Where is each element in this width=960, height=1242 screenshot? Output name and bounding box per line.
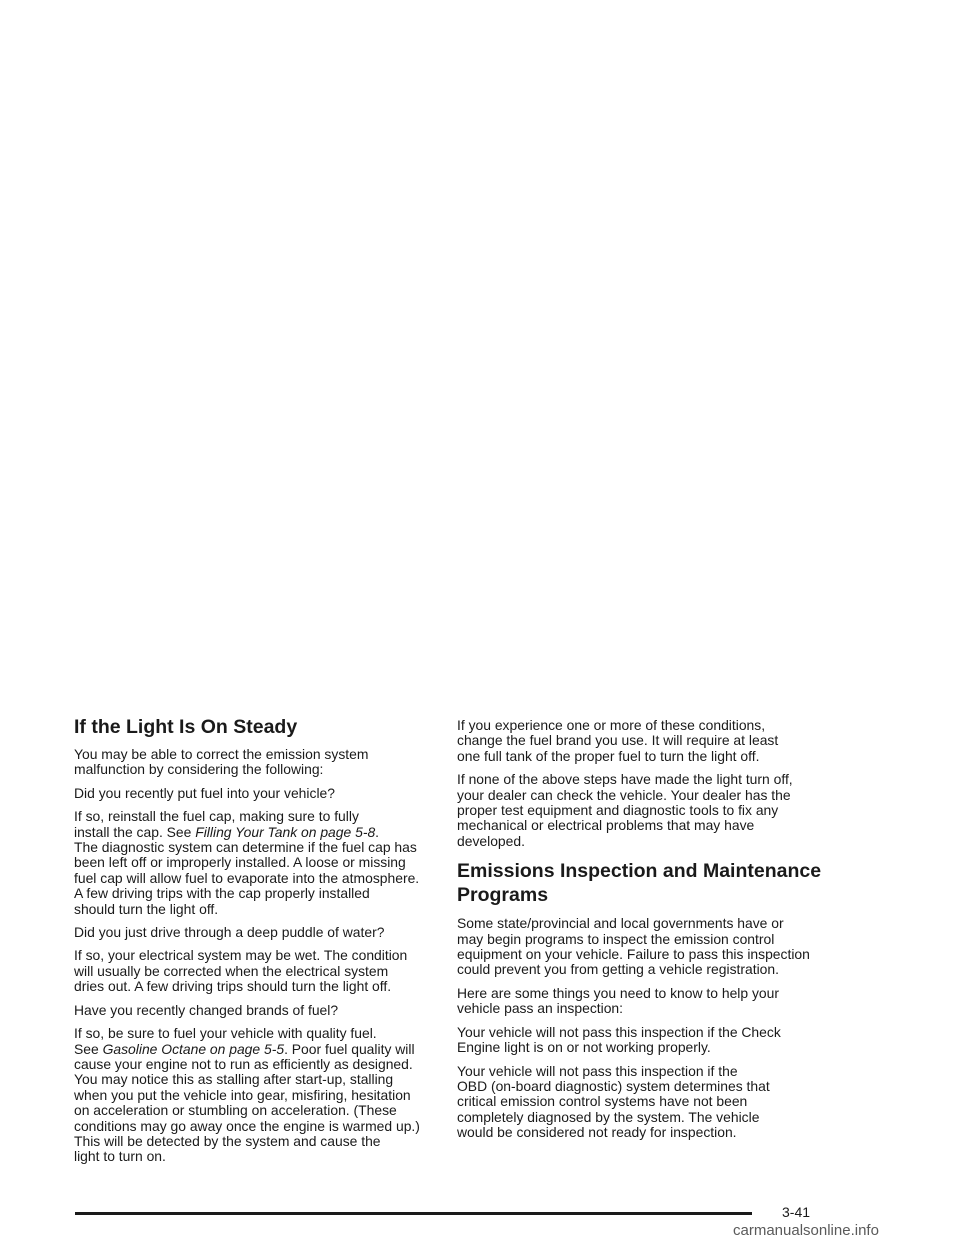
text-line: one full tank of the proper fuel to turn the light off. — [457, 747, 760, 764]
text-line: will usually be corrected when the electrical system — [74, 962, 389, 979]
paragraph — [457, 916, 829, 978]
footer-rule — [75, 1212, 752, 1215]
text-line: This will be detected by the system and cause the — [74, 1132, 381, 1149]
text-line: your dealer can check the vehicle. Your dealer has the — [457, 786, 791, 803]
left-column — [74, 716, 446, 1173]
text-line: Engine light is on or not working properly. — [457, 1039, 711, 1056]
text-line: would be considered not ready for inspection. — [457, 1124, 737, 1141]
text-line: light to turn on. — [74, 1148, 166, 1165]
text-line: Have you recently changed brands of fuel? — [74, 1001, 339, 1018]
text-fragment: See — [74, 1040, 103, 1057]
text-fragment: . — [375, 823, 380, 840]
text-line: If none of the above steps have made the light turn off, — [457, 771, 793, 788]
paragraph — [74, 809, 446, 917]
text-line: Did you recently put fuel into your vehicle? — [74, 784, 335, 801]
text-line — [74, 1042, 446, 1057]
text-line: Here are some things you need to know to help your — [457, 984, 779, 1001]
text-line: If you experience one or more of these conditions, — [457, 717, 766, 733]
text-line: Your vehicle will not pass this inspection if the Check — [457, 1023, 781, 1040]
text-line: fuel cap will allow fuel to evaporate into the atmosphere. — [74, 869, 420, 886]
paragraph — [74, 786, 446, 801]
text-line: Your vehicle will not pass this inspection if the — [457, 1062, 738, 1079]
heading-line: Emissions Inspection and Maintenance — [457, 860, 822, 883]
paragraph — [457, 772, 829, 849]
text-line: OBD (on-board diagnostic) system determines that — [457, 1077, 770, 1094]
text-line: You may be able to correct the emission system — [74, 746, 369, 762]
paragraph — [457, 1025, 829, 1056]
text-line: conditions may go away once the engine is warmed up.) — [74, 1117, 420, 1134]
text-line: equipment on your vehicle. Failure to pass this inspection — [457, 946, 810, 963]
text-line: vehicle pass an inspection: — [457, 1000, 624, 1017]
paragraph — [457, 986, 829, 1017]
paragraph — [457, 1064, 829, 1141]
text-line: change the fuel brand you use. It will require at least — [457, 732, 779, 749]
text-line: when you put the vehicle into gear, misfiring, hesitation — [74, 1086, 411, 1103]
section-heading-emissions-inspection — [457, 859, 829, 907]
text-line: proper test equipment and diagnostic tools to fix any — [457, 802, 779, 819]
paragraph — [74, 1003, 446, 1018]
text-line: If so, reinstall the fuel cap, making sure to fully — [74, 808, 359, 825]
paragraph — [457, 718, 829, 764]
text-line: cause your engine not to run as efficiently as designed. — [74, 1055, 413, 1072]
right-column — [457, 718, 829, 1149]
text-line: The diagnostic system can determine if the fuel cap has — [74, 839, 417, 856]
text-line: dries out. A few driving trips should turn the light off. — [74, 978, 392, 995]
text-line: on acceleration or stumbling on acceleration. (These — [74, 1102, 397, 1119]
text-fragment: install the cap. See — [74, 823, 196, 840]
text-line: A few driving trips with the cap properly installed — [74, 885, 370, 902]
text-line: Some state/provincial and local governments have or — [457, 915, 784, 932]
paragraph — [74, 747, 446, 778]
text-line: could prevent you from getting a vehicle registration. — [457, 961, 779, 978]
page-number: 3-41 — [782, 1204, 811, 1220]
text-line: You may notice this as stalling after start-up, stalling — [74, 1071, 394, 1088]
section-heading-light-on-steady: If the Light Is On Steady — [74, 716, 298, 738]
paragraph — [74, 948, 446, 994]
text-line: Did you just drive through a deep puddle of water? — [74, 924, 385, 941]
text-line — [74, 825, 446, 840]
paragraph — [74, 925, 446, 940]
text-line: been left off or improperly installed. A loose or missing — [74, 854, 406, 871]
heading-line: Programs — [457, 884, 549, 907]
paragraph — [74, 1026, 446, 1165]
text-line: critical emission control systems have not been — [457, 1093, 748, 1110]
text-line: malfunction by considering the following: — [74, 761, 324, 778]
text-line: should turn the light off. — [74, 900, 219, 917]
cross-reference-link[interactable]: Filling Your Tank on page 5-8 — [195, 823, 376, 840]
watermark-text: carmanualsonline.info — [733, 1222, 879, 1239]
text-line: may begin programs to inspect the emission control — [457, 930, 775, 947]
text-line: mechanical or electrical problems that may have — [457, 817, 755, 834]
cross-reference-link[interactable]: Gasoline Octane on page 5-5 — [102, 1040, 285, 1057]
text-line: completely diagnosed by the system. The vehicle — [457, 1108, 760, 1125]
text-fragment: . Poor fuel quality will — [284, 1040, 415, 1057]
text-line: If so, be sure to fuel your vehicle with quality fuel. — [74, 1025, 377, 1042]
text-line: developed. — [457, 832, 525, 849]
text-line: If so, your electrical system may be wet. The condition — [74, 947, 408, 964]
